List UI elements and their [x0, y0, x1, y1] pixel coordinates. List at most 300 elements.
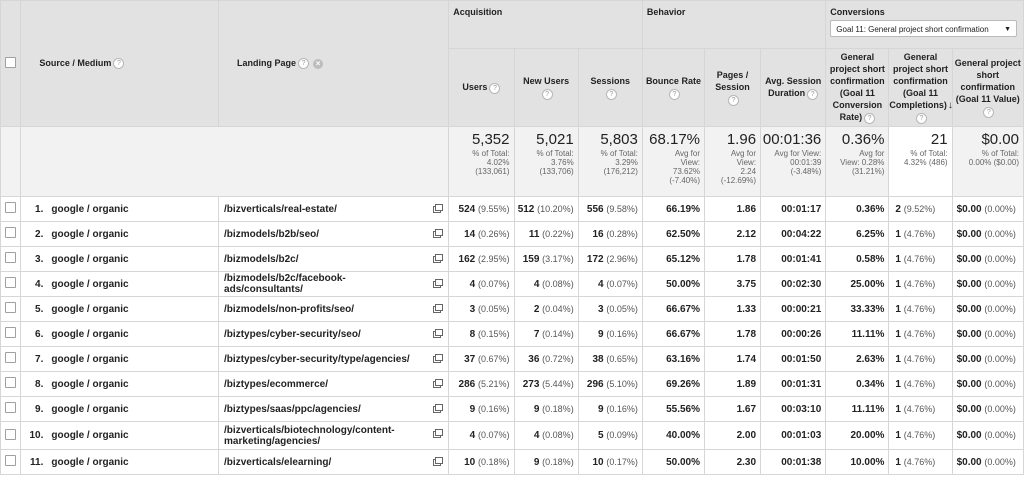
pages-session-cell-value: 2.00 — [736, 430, 757, 441]
sessions-cell — [578, 450, 642, 475]
open-external-icon[interactable] — [433, 379, 442, 387]
conversion-rate-cell-value: 6.25% — [856, 228, 885, 240]
new-users-cell-value: 4 — [533, 430, 540, 441]
users-cell-value: 524 — [458, 203, 476, 215]
row-checkbox[interactable] — [5, 352, 16, 363]
pages-session-cell-value: 1.33 — [736, 303, 757, 315]
completions-cell-value: 1 — [895, 278, 901, 290]
new-users-cell — [514, 197, 578, 222]
total-avg-duration: 00:01:36 Avg for View: 00:01:39 (-3.48%) — [761, 127, 826, 197]
col-users-label: Users — [462, 82, 488, 93]
completions-cell — [889, 297, 952, 322]
avg-duration-cell — [761, 347, 826, 372]
row-checkbox[interactable] — [5, 302, 16, 313]
completions-cell — [889, 422, 952, 450]
completions-cell — [889, 450, 952, 475]
bounce-rate-cell-value: 50.00% — [666, 456, 701, 468]
conversion-rate-cell-value: 0.34% — [856, 378, 885, 390]
total-bounce-rate: 68.17% Avg for View: 73.62% (-7.40%) — [642, 127, 704, 197]
users-cell-percent: (2.95%) — [477, 253, 510, 264]
sessions-cell — [578, 347, 642, 372]
table-row[interactable] — [1, 397, 1024, 422]
new-users-cell-percent: (0.18%) — [542, 403, 574, 414]
col-value-label: General project short confirmation (Goal 11 Value) — [954, 58, 1021, 105]
landing-page-link[interactable]: /biztypes/cyber-security/seo/ — [224, 328, 361, 340]
sessions-cell-percent: (0.65%) — [606, 353, 638, 364]
row-checkbox-cell — [1, 222, 21, 247]
sessions-cell-value: 9 — [598, 403, 604, 415]
bounce-rate-cell-value: 63.16% — [666, 353, 701, 365]
sessions-cell-value: 296 — [586, 378, 604, 390]
open-external-icon[interactable] — [433, 229, 442, 237]
avg-duration-cell — [761, 372, 826, 397]
pages-session-cell — [705, 272, 761, 297]
source-medium-link[interactable]: google / organic — [51, 456, 129, 468]
source-medium-cell — [21, 247, 219, 272]
landing-page-link[interactable]: /bizmodels/b2c/ — [224, 253, 299, 265]
new-users-cell — [514, 422, 578, 450]
open-external-icon[interactable] — [433, 354, 442, 362]
open-external-icon[interactable] — [433, 429, 442, 437]
source-medium-link[interactable]: google / organic — [51, 278, 129, 290]
users-cell — [449, 397, 514, 422]
landing-page-link[interactable]: /bizverticals/biotechnology/content-marketing/agencies/ — [224, 424, 395, 447]
goal-value-cell-value: $0.00 — [956, 203, 982, 215]
users-cell — [449, 322, 514, 347]
users-cell — [449, 450, 514, 475]
row-checkbox[interactable] — [5, 377, 16, 388]
source-medium-link[interactable]: google / organic — [51, 328, 129, 340]
source-medium-cell — [21, 197, 219, 222]
open-external-icon[interactable] — [433, 254, 442, 262]
table-row[interactable] — [1, 422, 1024, 450]
col-sessions[interactable] — [578, 49, 642, 127]
help-icon[interactable]: ? — [807, 89, 818, 100]
completions-cell-value: 1 — [895, 403, 901, 415]
new-users-cell-percent: (5.44%) — [542, 378, 574, 389]
row-checkbox[interactable] — [5, 429, 16, 440]
avg-duration-cell-value: 00:02:30 — [781, 278, 822, 290]
col-new-users[interactable] — [514, 49, 578, 127]
users-cell — [449, 347, 514, 372]
open-external-icon[interactable] — [433, 457, 442, 465]
pages-session-cell-value: 1.78 — [736, 253, 757, 265]
totals-row — [1, 127, 1024, 197]
row-checkbox-cell — [1, 372, 21, 397]
goal-value-cell-percent: (0.00%) — [984, 353, 1016, 364]
col-sessions-label: Sessions — [590, 76, 631, 87]
help-icon[interactable]: ? — [606, 89, 617, 100]
users-cell — [449, 422, 514, 450]
row-checkbox-cell — [1, 272, 21, 297]
sessions-cell-percent: (0.17%) — [606, 456, 638, 467]
table-row[interactable] — [1, 322, 1024, 347]
avg-duration-cell-value: 00:04:22 — [781, 228, 822, 240]
source-medium-cell — [21, 297, 219, 322]
new-users-cell — [514, 222, 578, 247]
source-medium-link[interactable]: google / organic — [51, 203, 129, 215]
completions-cell — [889, 322, 952, 347]
row-checkbox-cell — [1, 322, 21, 347]
table-row[interactable] — [1, 272, 1024, 297]
source-medium-cell — [21, 272, 219, 297]
avg-duration-cell-value: 00:03:10 — [781, 403, 822, 415]
goal-value-cell-value: $0.00 — [956, 253, 982, 265]
sessions-cell — [578, 272, 642, 297]
source-medium-cell — [21, 450, 219, 475]
sessions-cell — [578, 222, 642, 247]
source-medium-link[interactable]: google / organic — [51, 253, 129, 265]
goal-select-value: Goal 11: General project short confirmation — [836, 25, 989, 34]
completions-cell-percent: (4.76%) — [903, 403, 936, 414]
new-users-cell-percent: (0.22%) — [542, 228, 574, 239]
col-pages-session[interactable] — [705, 49, 761, 127]
pages-session-cell-value: 3.75 — [736, 278, 757, 290]
source-medium-link[interactable]: google / organic — [51, 303, 129, 315]
pages-session-cell — [705, 197, 761, 222]
landing-page-cell — [219, 222, 449, 247]
source-medium-cell — [21, 372, 219, 397]
goal-value-cell-percent: (0.00%) — [984, 203, 1016, 214]
new-users-cell-value: 11 — [528, 228, 540, 240]
landing-page-link[interactable]: /bizverticals/real-estate/ — [224, 203, 337, 215]
new-users-cell — [514, 397, 578, 422]
bounce-rate-cell — [642, 222, 704, 247]
users-cell-value: 3 — [469, 303, 476, 315]
conversion-rate-cell-value: 0.58% — [856, 253, 885, 265]
remove-dimension-icon[interactable]: × — [313, 59, 323, 69]
goal-value-cell-percent: (0.00%) — [984, 456, 1016, 467]
conversion-rate-cell — [826, 422, 889, 450]
completions-cell — [889, 222, 952, 247]
conversion-rate-cell — [826, 322, 889, 347]
completions-cell-value: 1 — [895, 228, 901, 240]
totals-blank — [1, 127, 21, 197]
col-users[interactable] — [449, 49, 514, 127]
help-icon[interactable]: ? — [669, 89, 680, 100]
conversion-rate-cell — [826, 297, 889, 322]
bounce-rate-cell-value: 55.56% — [666, 403, 701, 415]
users-cell-value: 4 — [469, 278, 476, 290]
users-cell-value: 37 — [464, 353, 476, 365]
completions-cell-percent: (4.76%) — [903, 456, 936, 467]
sessions-cell-value: 9 — [598, 328, 604, 340]
conversion-rate-cell-value: 11.11% — [851, 328, 885, 340]
landing-page-cell — [219, 197, 449, 222]
conversion-rate-cell-value: 20.00% — [850, 430, 885, 441]
select-all-checkbox[interactable] — [5, 57, 16, 68]
sessions-cell — [578, 397, 642, 422]
bounce-rate-cell — [642, 450, 704, 475]
col-goal-value[interactable] — [952, 49, 1023, 127]
new-users-cell-value: 4 — [533, 278, 540, 290]
pages-session-cell-value: 2.30 — [736, 456, 757, 468]
source-medium-link[interactable]: google / organic — [51, 228, 129, 240]
bounce-rate-cell — [642, 272, 704, 297]
users-cell — [449, 222, 514, 247]
bounce-rate-cell — [642, 247, 704, 272]
sessions-cell-percent: (0.05%) — [606, 303, 638, 314]
sessions-cell — [578, 422, 642, 450]
col-duration-label: Avg. Session Duration — [765, 76, 822, 99]
sessions-cell-percent: (0.16%) — [606, 328, 638, 339]
help-icon[interactable]: ? — [983, 107, 994, 118]
row-checkbox[interactable] — [5, 327, 16, 338]
users-cell-percent: (0.07%) — [477, 430, 510, 440]
row-checkbox[interactable] — [5, 252, 16, 263]
new-users-cell-percent: (10.20%) — [537, 203, 574, 214]
completions-cell-value: 1 — [895, 430, 901, 441]
bounce-rate-cell-value: 66.67% — [666, 328, 701, 340]
users-cell-value: 162 — [458, 253, 476, 265]
landing-page-cell — [219, 347, 449, 372]
completions-cell-percent: (4.76%) — [903, 253, 936, 264]
users-cell-percent: (0.15%) — [477, 328, 510, 339]
landing-page-cell — [219, 397, 449, 422]
completions-cell-percent: (9.52%) — [903, 203, 936, 214]
select-all-cell — [1, 1, 21, 127]
landing-page-label: Landing Page — [237, 57, 297, 68]
new-users-cell-value: 7 — [533, 328, 540, 340]
conversion-rate-cell — [826, 247, 889, 272]
row-index: 4. — [35, 278, 44, 290]
table-row[interactable] — [1, 197, 1024, 222]
col-new-users-label: New Users — [523, 76, 570, 87]
bounce-rate-cell-value: 62.50% — [666, 228, 701, 240]
dropdown-arrow-icon: ▼ — [1004, 26, 1011, 33]
completions-cell — [889, 372, 952, 397]
goal-value-cell — [952, 322, 1023, 347]
bounce-rate-cell — [642, 372, 704, 397]
goal-value-cell-value: $0.00 — [956, 328, 982, 340]
row-index: 2. — [35, 228, 44, 240]
pages-session-cell-value: 1.89 — [736, 378, 757, 390]
conversion-rate-cell-value: 33.33% — [850, 303, 885, 315]
conversion-rate-cell-value: 10.00% — [850, 456, 885, 468]
landing-page-cell — [219, 297, 449, 322]
completions-cell — [889, 347, 952, 372]
open-external-icon[interactable] — [433, 304, 442, 312]
landing-page-link[interactable]: /bizmodels/non-profits/seo/ — [224, 303, 355, 315]
conversion-rate-cell — [826, 397, 889, 422]
users-cell — [449, 297, 514, 322]
col-avg-duration[interactable] — [761, 49, 826, 127]
conversion-rate-cell — [826, 450, 889, 475]
goal-value-cell — [952, 372, 1023, 397]
row-checkbox[interactable] — [5, 402, 16, 413]
avg-duration-cell — [761, 450, 826, 475]
col-conv-rate-label: General project short confirmation (Goal 11 Conversion Rate) — [829, 52, 885, 123]
col-goal-conversion-rate[interactable] — [826, 49, 889, 127]
source-medium-cell — [21, 322, 219, 347]
users-cell — [449, 372, 514, 397]
landing-page-cell — [219, 322, 449, 347]
row-index: 7. — [35, 353, 44, 365]
conversion-rate-cell — [826, 347, 889, 372]
table-row[interactable] — [1, 347, 1024, 372]
users-cell-value: 9 — [469, 403, 476, 415]
users-cell-percent: (5.21%) — [477, 378, 510, 389]
help-icon[interactable]: ? — [728, 95, 739, 106]
users-cell-value: 286 — [458, 378, 476, 390]
help-icon[interactable]: ? — [916, 113, 927, 124]
avg-duration-cell-value: 00:01:03 — [781, 430, 822, 441]
landing-page-link[interactable]: /biztypes/ecommerce/ — [224, 378, 328, 390]
goal-value-cell-value: $0.00 — [956, 430, 982, 441]
help-icon[interactable]: ? — [542, 89, 553, 100]
avg-duration-cell-value: 00:01:17 — [781, 203, 822, 215]
new-users-cell-percent: (0.14%) — [542, 328, 574, 339]
goal-value-cell-percent: (0.00%) — [984, 253, 1016, 264]
goal-value-cell-value: $0.00 — [956, 228, 982, 240]
completions-cell-percent: (4.76%) — [903, 278, 936, 289]
completions-cell-percent: (4.76%) — [903, 228, 936, 239]
new-users-cell-percent: (0.08%) — [542, 278, 574, 289]
source-medium-link[interactable]: google / organic — [51, 353, 129, 365]
new-users-cell-percent: (3.17%) — [542, 253, 574, 264]
col-goal-completions[interactable] — [889, 49, 952, 127]
new-users-cell-value: 9 — [533, 403, 540, 415]
table-row[interactable] — [1, 247, 1024, 272]
sessions-cell-percent: (0.09%) — [606, 430, 638, 440]
table-row[interactable] — [1, 372, 1024, 397]
source-medium-label: Source / Medium — [39, 57, 112, 68]
conversion-rate-cell-value: 2.63% — [856, 353, 885, 365]
col-completions-label: General project short confirmation (Goal 11 Completions) — [889, 51, 948, 110]
completions-cell — [889, 197, 952, 222]
col-bounce-rate[interactable] — [642, 49, 704, 127]
pages-session-cell-value: 1.86 — [736, 203, 757, 215]
sessions-cell-value: 3 — [598, 303, 604, 315]
goal-value-cell — [952, 247, 1023, 272]
table-row[interactable] — [1, 297, 1024, 322]
source-medium-link[interactable]: google / organic — [51, 378, 129, 390]
row-checkbox-cell — [1, 297, 21, 322]
source-medium-cell — [21, 422, 219, 450]
sessions-cell — [578, 372, 642, 397]
landing-page-link[interactable]: /biztypes/cyber-security/type/agencies/ — [224, 353, 410, 365]
users-cell-value: 8 — [469, 328, 476, 340]
goal-value-cell-value: $0.00 — [956, 378, 982, 390]
open-external-icon[interactable] — [433, 404, 442, 412]
completions-cell-percent: (4.76%) — [903, 430, 936, 440]
sessions-cell-percent: (5.10%) — [606, 378, 638, 389]
landing-page-link[interactable]: /bizmodels/b2b/seo/ — [224, 228, 320, 240]
row-index: 11. — [30, 456, 44, 468]
row-checkbox[interactable] — [5, 227, 16, 238]
table-row[interactable] — [1, 450, 1024, 475]
new-users-cell-value: 159 — [522, 253, 540, 265]
row-checkbox[interactable] — [5, 202, 16, 213]
sessions-cell-value: 556 — [586, 203, 604, 215]
sessions-cell-value: 5 — [598, 430, 604, 441]
sessions-cell-value: 16 — [592, 228, 604, 240]
users-cell-value: 4 — [469, 430, 476, 441]
source-medium-link[interactable]: google / organic — [51, 403, 129, 415]
goal-value-cell — [952, 297, 1023, 322]
row-index: 3. — [35, 253, 44, 265]
bounce-rate-cell-value: 66.67% — [666, 303, 701, 315]
new-users-cell — [514, 347, 578, 372]
new-users-cell — [514, 372, 578, 397]
goal-value-cell — [952, 450, 1023, 475]
dim-landing-page-header[interactable] — [219, 1, 449, 127]
avg-duration-cell-value: 00:01:38 — [781, 456, 822, 468]
row-checkbox-cell — [1, 347, 21, 372]
row-checkbox[interactable] — [5, 277, 16, 288]
goal-value-cell — [952, 222, 1023, 247]
row-index: 5. — [35, 303, 44, 315]
help-icon[interactable]: ? — [864, 113, 875, 124]
completions-cell-percent: (4.76%) — [903, 303, 936, 314]
completions-cell — [889, 397, 952, 422]
pages-session-cell-value: 1.67 — [736, 403, 757, 415]
goal-value-cell-percent: (0.00%) — [984, 378, 1016, 389]
bounce-rate-cell — [642, 397, 704, 422]
pages-session-cell — [705, 450, 761, 475]
open-external-icon[interactable] — [433, 329, 442, 337]
source-medium-cell — [21, 347, 219, 372]
new-users-cell-value: 2 — [533, 303, 540, 315]
row-checkbox[interactable] — [5, 455, 16, 466]
completions-cell-value: 1 — [895, 378, 901, 390]
table-row[interactable] — [1, 222, 1024, 247]
users-cell-percent: (0.67%) — [477, 353, 510, 364]
help-icon[interactable]: ? — [489, 83, 500, 94]
bounce-rate-cell — [642, 347, 704, 372]
landing-page-link[interactable]: /bizverticals/elearning/ — [224, 456, 332, 468]
help-icon[interactable]: ? — [298, 58, 309, 69]
pages-session-cell — [705, 422, 761, 450]
users-cell-percent: (0.16%) — [477, 403, 510, 414]
open-external-icon[interactable] — [433, 279, 442, 287]
dim-source-medium-header[interactable] — [21, 1, 219, 127]
landing-page-link[interactable]: /biztypes/saas/ppc/agencies/ — [224, 403, 361, 415]
goal-value-cell — [952, 397, 1023, 422]
goal-value-cell-percent: (0.00%) — [984, 278, 1016, 289]
goal-value-cell-percent: (0.00%) — [984, 303, 1016, 314]
completions-cell-value: 1 — [895, 456, 901, 468]
conversion-rate-cell — [826, 372, 889, 397]
avg-duration-cell-value: 00:00:26 — [781, 328, 822, 340]
completions-cell-percent: (4.76%) — [903, 378, 936, 389]
sessions-cell-percent: (0.16%) — [606, 403, 638, 414]
new-users-cell-percent: (0.72%) — [542, 353, 574, 364]
completions-cell-value: 1 — [895, 253, 901, 265]
users-cell-percent: (0.05%) — [477, 303, 510, 314]
goal-select[interactable] — [830, 20, 1017, 37]
landing-page-cell — [219, 372, 449, 397]
landing-page-link[interactable]: /bizmodels/b2c/facebook-ads/consultants/ — [224, 273, 346, 295]
completions-cell — [889, 247, 952, 272]
pages-session-cell — [705, 372, 761, 397]
conversions-label: Conversions — [830, 7, 885, 17]
total-pages-session: 1.96 Avg for View: 2.24 (-12.69%) — [705, 127, 761, 197]
sort-desc-icon: ↓ — [947, 99, 953, 111]
row-index: 6. — [35, 328, 44, 340]
sessions-cell-value: 10 — [592, 456, 604, 468]
sessions-cell-percent: (0.07%) — [606, 278, 638, 289]
completions-cell-value: 1 — [895, 328, 901, 340]
goal-value-cell-value: $0.00 — [956, 403, 982, 415]
row-index: 9. — [35, 403, 44, 415]
sessions-cell-value: 4 — [598, 278, 604, 290]
source-medium-link[interactable]: google / organic — [51, 430, 129, 441]
group-behavior: Behavior — [642, 1, 825, 49]
open-external-icon[interactable] — [433, 204, 442, 212]
goal-value-cell-value: $0.00 — [956, 456, 982, 468]
help-icon[interactable]: ? — [113, 58, 124, 69]
